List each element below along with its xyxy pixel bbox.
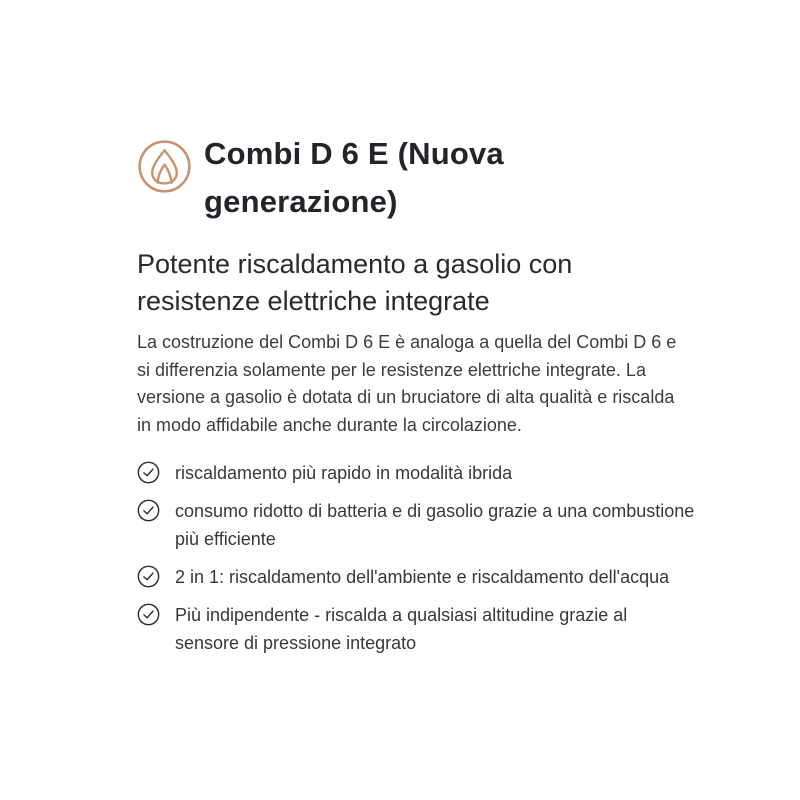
benefit-text: Più indipendente - riscalda a qualsiasi altitudine grazie al sensore di pressione integrato (175, 605, 628, 653)
check-circle-icon (137, 461, 160, 484)
benefit-item (137, 497, 697, 553)
product-description: La costruzione del Combi D 6 E è analoga a quella del Combi D 6 e si differenzia solamente per le resistenze elettriche integrate. La versione a gasolio è dotata di un bruciatore di alta qualità e riscalda in modo affidabile anche durante la circolazione. (137, 332, 677, 435)
flame-icon (137, 139, 192, 194)
benefit-item (137, 601, 697, 657)
benefit-text: consumo ridotto di batteria e di gasolio grazie a una combustione più efficiente (175, 501, 695, 549)
product-title: Combi D 6 E (Nuova generazione) (204, 136, 504, 219)
benefit-text: riscaldamento più rapido in modalità ibrida (175, 463, 513, 483)
flame-icon-inner-flame (157, 165, 171, 183)
product-info-section (137, 130, 697, 673)
benefits-list (137, 459, 697, 657)
benefit-text: 2 in 1: riscaldamento dell'ambiente e riscaldamento dell'acqua (175, 567, 670, 587)
product-header (137, 130, 697, 226)
product-subtitle: Potente riscaldamento a gasolio con resistenze elettriche integrate (137, 249, 573, 316)
check-circle-icon (137, 499, 160, 522)
check-circle-icon (137, 565, 160, 588)
benefit-item (137, 459, 697, 487)
flame-icon-outer-flame (152, 150, 177, 183)
benefit-item (137, 563, 697, 591)
check-circle-icon (137, 603, 160, 626)
